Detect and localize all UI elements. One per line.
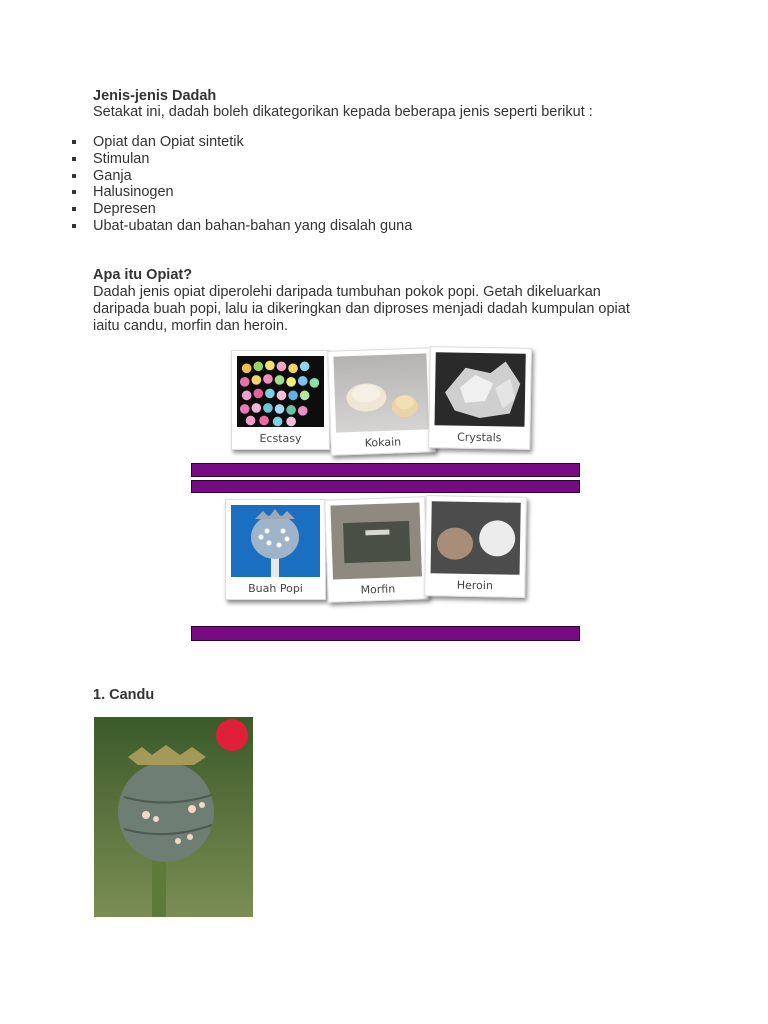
list-item: Depresen	[72, 201, 412, 218]
list-item: Halusinogen	[72, 184, 412, 201]
list-item: Opiat dan Opiat sintetik	[72, 134, 412, 151]
candu-image	[94, 717, 253, 917]
poppy-icon	[231, 505, 320, 577]
photo-card-ecstasy	[231, 350, 330, 450]
bullet-icon	[72, 140, 76, 144]
list-item: Ubat-ubatan dan bahan-bahan yang disalah guna	[72, 218, 412, 235]
photo-card-buah-popi	[225, 499, 326, 600]
divider-bar	[191, 480, 580, 493]
section-intro: Setakat ini, dadah boleh dikategorikan kepada beberapa jenis seperti berikut :	[93, 104, 593, 120]
caption-crystals: Crystals	[457, 430, 502, 445]
opiat-paragraph	[93, 284, 693, 335]
caption-heroin: Heroin	[456, 578, 493, 593]
paragraph-line: daripada buah popi, lalu ia dikeringkan dan diproses menjadi dadah kumpulan opiat	[93, 301, 630, 317]
powder-icon	[333, 353, 429, 432]
section-heading-opiat: Apa itu Opiat?	[93, 267, 193, 283]
list-item: Ganja	[72, 168, 412, 185]
heroin-image	[431, 501, 521, 575]
section-heading-jenis: Jenis-jenis Dadah	[93, 88, 217, 104]
buah-popi-image	[231, 505, 320, 577]
crystals-image	[435, 352, 526, 427]
bullet-icon	[72, 207, 76, 211]
photo-card-morfin	[324, 496, 429, 602]
list-item: Stimulan	[72, 151, 412, 168]
photo-card-kokain	[327, 347, 436, 456]
brick-icon	[330, 502, 422, 579]
paragraph-line: Dadah jenis opiat diperolehi daripada tumbuhan pokok popi. Getah dikeluarkan	[93, 284, 601, 300]
crystal-icon	[435, 352, 526, 427]
morfin-image	[330, 502, 422, 579]
poppy-pod-icon	[94, 717, 253, 917]
bullet-icon	[72, 157, 76, 161]
divider-bar	[191, 626, 580, 641]
kokain-image	[333, 353, 429, 432]
caption-ecstasy: Ecstasy	[259, 432, 302, 445]
section-heading-candu: 1. Candu	[93, 687, 155, 703]
drug-type-list	[72, 134, 412, 235]
divider-bar	[191, 463, 580, 477]
bullet-icon	[72, 190, 76, 194]
caption-buah-popi: Buah Popi	[248, 582, 303, 595]
powder-icon	[431, 501, 521, 575]
caption-morfin: Morfin	[360, 582, 396, 597]
photo-card-crystals	[428, 346, 532, 450]
bullet-icon	[72, 174, 76, 178]
photo-card-heroin	[424, 495, 527, 598]
ecstasy-image	[237, 356, 324, 427]
bullet-icon	[72, 224, 76, 228]
paragraph-line: iaitu candu, morfin dan heroin.	[93, 318, 289, 334]
caption-kokain: Kokain	[364, 435, 402, 450]
pills-icon	[237, 356, 324, 427]
